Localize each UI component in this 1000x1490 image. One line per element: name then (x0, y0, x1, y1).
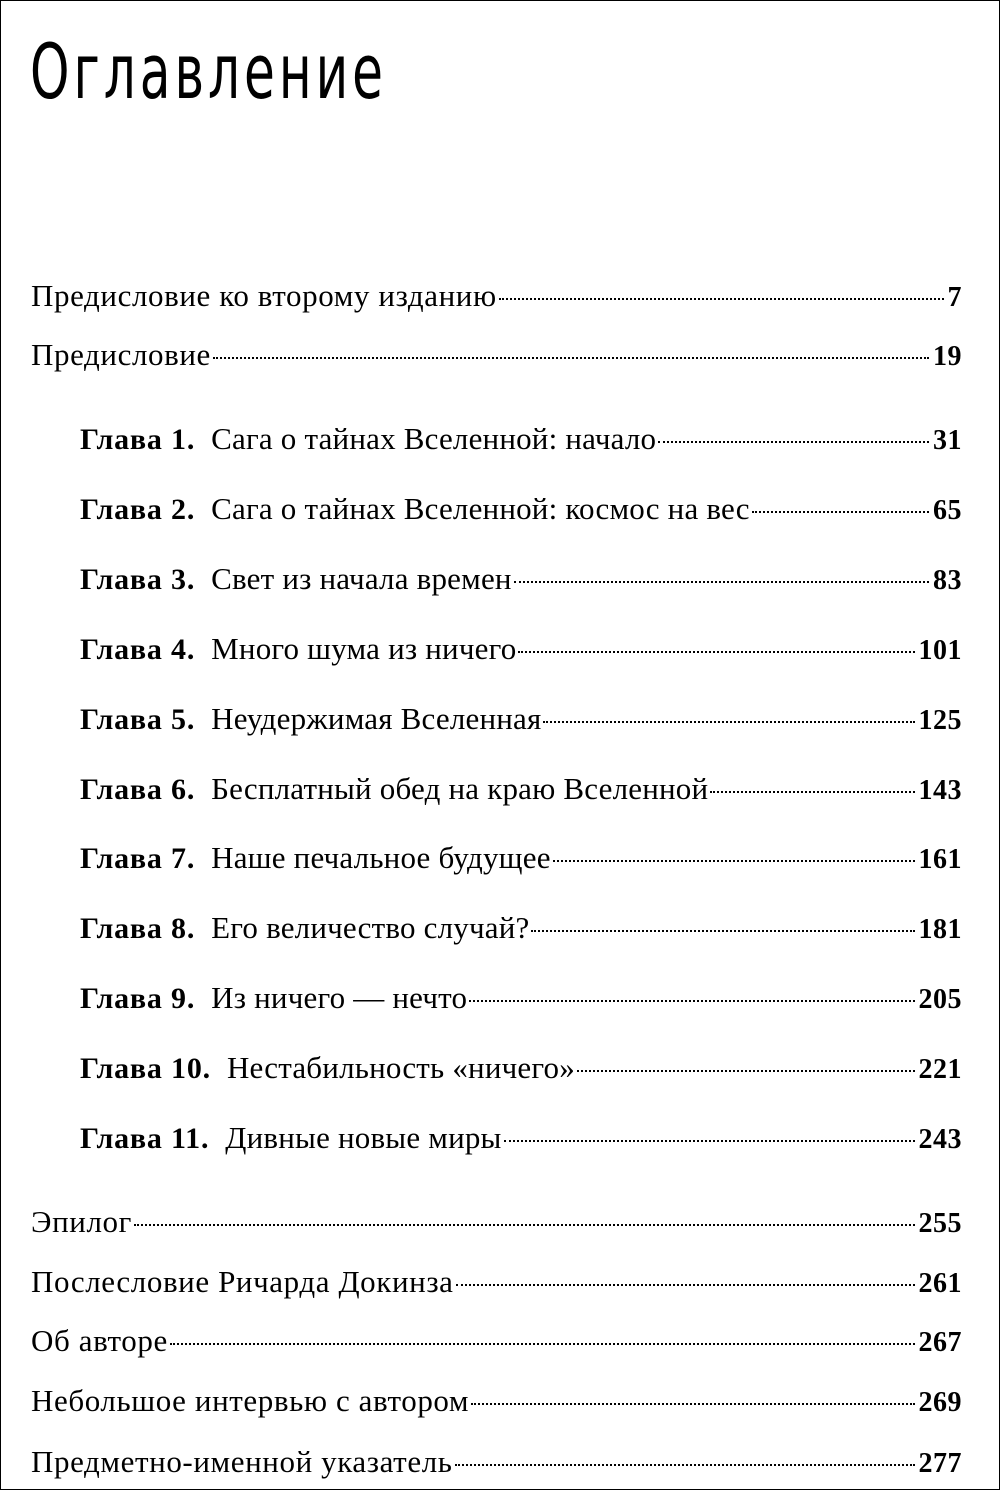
toc-entry-title: Дивные новые миры (225, 1120, 502, 1155)
dot-leader (553, 860, 915, 862)
toc-page-number: 255 (918, 1208, 962, 1239)
chapter-label: Глава 9. (80, 982, 196, 1015)
toc-entry-chapter-8[interactable] (80, 908, 962, 948)
toc-entry-back-about-author[interactable] (31, 1321, 962, 1361)
dot-leader (504, 1140, 915, 1142)
toc-page-number: 7 (947, 282, 962, 313)
toc-entry-title: Нестабильность «ничего» (226, 1050, 575, 1085)
chapter-label: Глава 4. (80, 633, 196, 666)
dot-leader (213, 357, 929, 359)
toc-page-number: 65 (933, 495, 962, 526)
dot-leader (456, 1284, 915, 1286)
toc-page-number: 161 (918, 844, 962, 875)
toc-page-number: 83 (933, 565, 962, 596)
toc-entry-chapter-4[interactable] (80, 629, 962, 669)
toc-entry-chapter-3[interactable] (80, 559, 962, 599)
toc-page-number: 143 (918, 775, 962, 806)
toc-page-number: 267 (918, 1327, 962, 1358)
toc-entry-chapter-6[interactable] (80, 769, 962, 809)
dot-leader (134, 1224, 915, 1226)
toc-entry-title: Предисловие (31, 337, 211, 372)
toc-page-number: 243 (918, 1124, 962, 1155)
chapter-label: Глава 8. (80, 912, 196, 945)
toc-entry-title: Из ничего — нечто (211, 980, 468, 1015)
toc-entry-title: Об авторе (31, 1323, 168, 1358)
dot-leader (471, 1403, 914, 1405)
toc-entry-title: Его величество случай? (211, 910, 530, 945)
toc-entry-title: Эпилог (31, 1204, 132, 1239)
chapter-label: Глава 1. (80, 423, 196, 456)
toc-entry-title: Предисловие ко второму изданию (31, 278, 497, 313)
chapter-label: Глава 7. (80, 842, 196, 875)
toc-entry-front-preface-second-edition[interactable] (31, 276, 962, 316)
toc-page-number: 31 (933, 425, 962, 456)
toc-page-number: 269 (918, 1387, 962, 1418)
dot-leader (577, 1070, 915, 1072)
toc-entry-chapter-7[interactable] (80, 838, 962, 878)
toc-entry-chapter-1[interactable] (80, 419, 962, 459)
toc-entry-title: Послесловие Ричарда Докинза (31, 1264, 454, 1299)
dot-leader (518, 651, 914, 653)
toc-page-number: 181 (918, 914, 962, 945)
toc-entry-back-index[interactable] (31, 1442, 962, 1482)
dot-leader (531, 930, 914, 932)
dot-leader (752, 511, 929, 513)
dot-leader (543, 721, 914, 723)
chapter-label: Глава 6. (80, 773, 196, 806)
chapter-label: Глава 5. (80, 703, 196, 736)
toc-entry-chapter-9[interactable] (80, 978, 962, 1018)
toc-entry-title: Много шума из ничего (211, 631, 517, 666)
chapter-label: Глава 11. (80, 1122, 210, 1155)
toc-entry-title: Наше печальное будущее (211, 840, 551, 875)
toc-entry-chapter-11[interactable] (80, 1118, 962, 1158)
toc-entry-chapter-10[interactable] (80, 1048, 962, 1088)
toc-page-number: 205 (918, 984, 962, 1015)
dot-leader (658, 441, 929, 443)
chapter-label: Глава 2. (80, 493, 196, 526)
toc-entry-title: Свет из начала времен (211, 561, 512, 596)
toc-page-number: 221 (918, 1054, 962, 1085)
toc-page-number: 19 (933, 341, 962, 372)
toc-entry-back-epilogue[interactable] (31, 1202, 962, 1242)
toc-entry-back-interview[interactable] (31, 1381, 962, 1421)
toc-entry-title: Небольшое интервью с автором (31, 1383, 470, 1418)
dot-leader (469, 1000, 914, 1002)
dot-leader (455, 1464, 915, 1466)
toc-entry-title: Предметно-именной указатель (31, 1444, 453, 1479)
toc-page-number: 101 (918, 635, 962, 666)
page-title: Оглавление (30, 27, 387, 116)
dot-leader (170, 1343, 915, 1345)
toc-entry-title: Сага о тайнах Вселенной: начало (211, 421, 657, 456)
toc-entry-chapter-2[interactable] (80, 489, 962, 529)
chapter-label: Глава 3. (80, 563, 196, 596)
toc-entry-title: Бесплатный обед на краю Вселенной (211, 771, 709, 806)
toc-page-number: 125 (918, 705, 962, 736)
toc-page-number: 277 (918, 1448, 962, 1479)
toc-entry-chapter-5[interactable] (80, 699, 962, 739)
toc-entry-title: Сага о тайнах Вселенной: космос на вес (211, 491, 750, 526)
dot-leader (710, 791, 914, 793)
toc-page-number: 261 (918, 1268, 962, 1299)
dot-leader (514, 581, 929, 583)
chapter-label: Глава 10. (80, 1052, 211, 1085)
dot-leader (499, 298, 944, 300)
toc-entry-back-afterword[interactable] (31, 1262, 962, 1302)
toc-entry-title: Неудержимая Вселенная (211, 701, 542, 736)
toc-entry-front-preface[interactable] (31, 335, 962, 375)
